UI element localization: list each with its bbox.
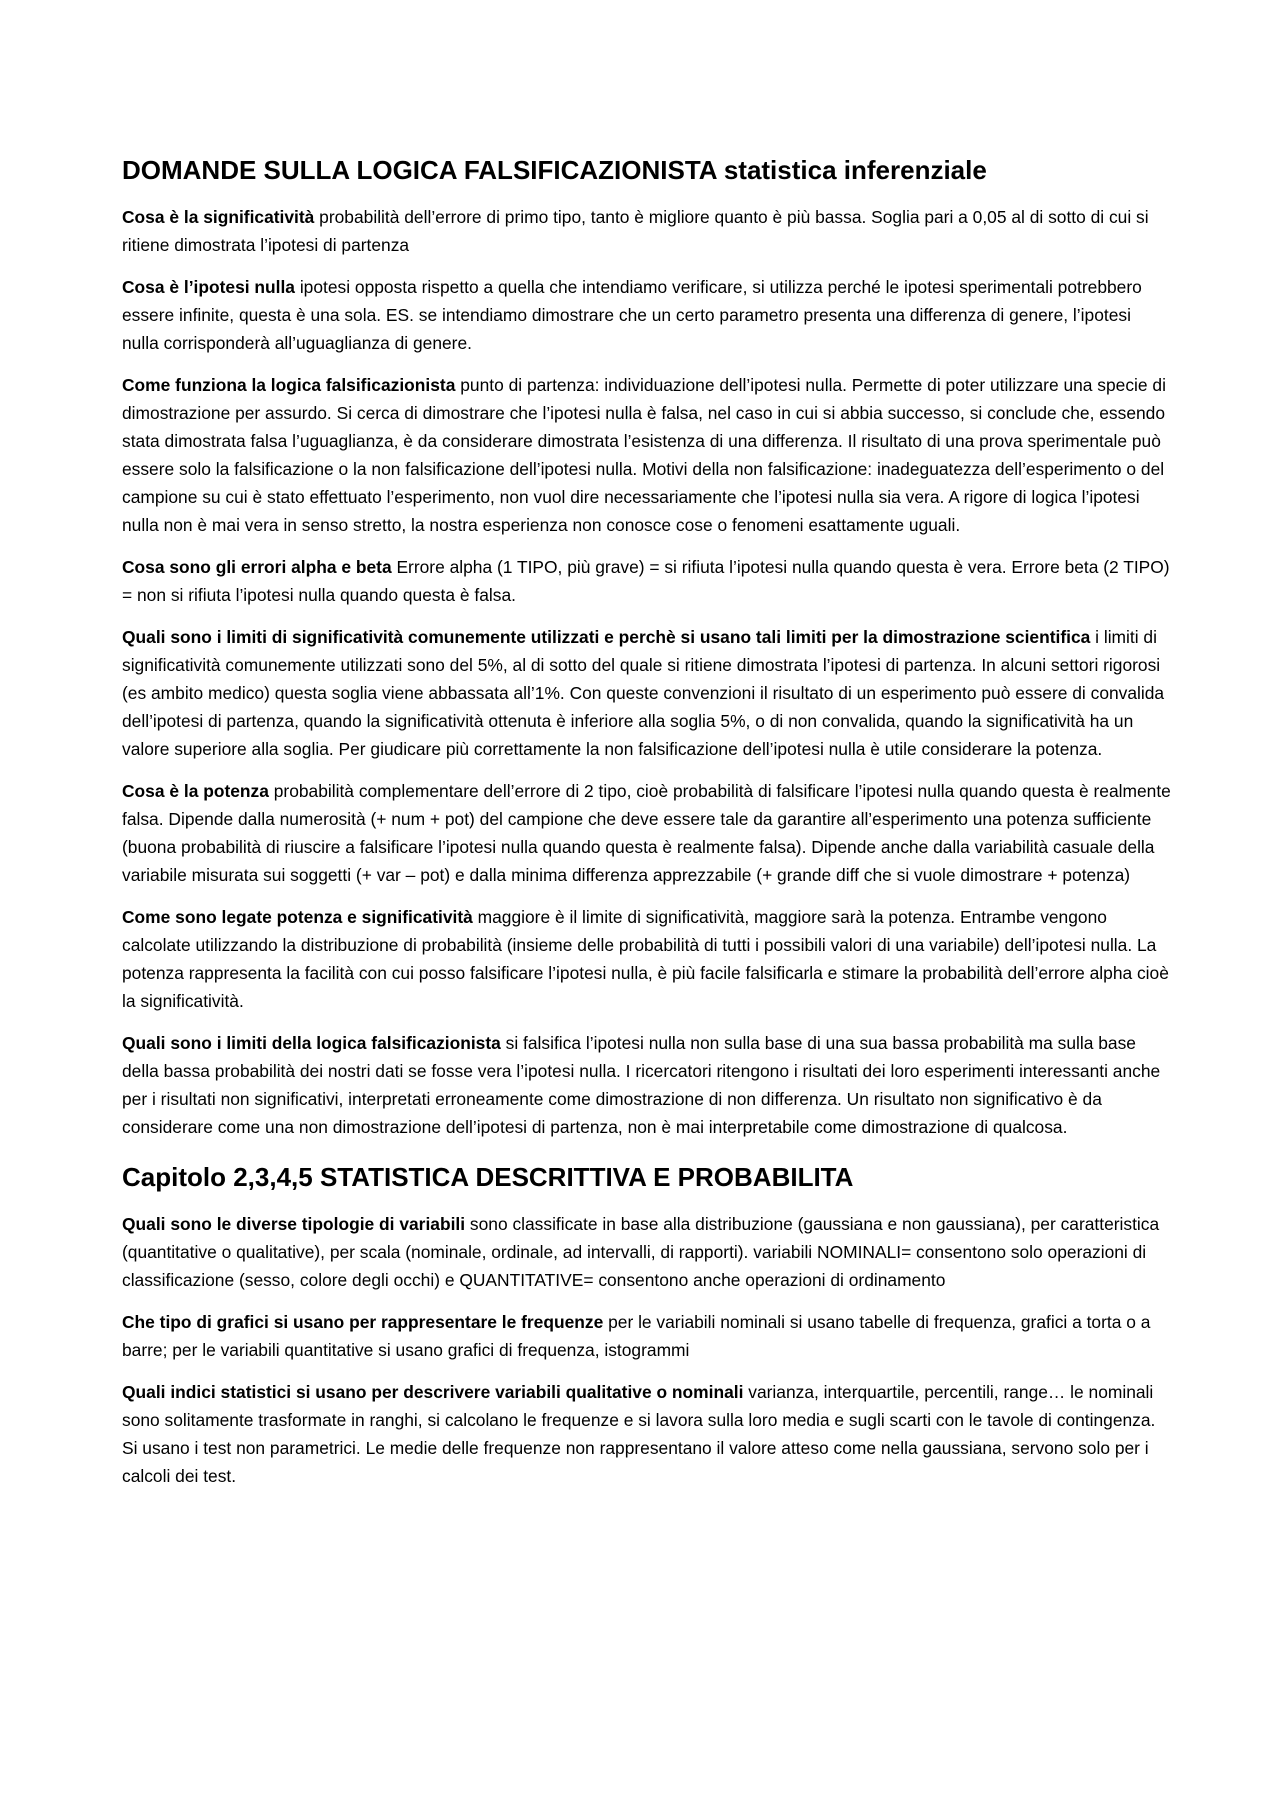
qa-ipotesi-nulla <box>122 273 1172 357</box>
answer-text: punto di partenza: individuazione dell’ipotesi nulla. Permette di poter utilizzare una specie di dimostrazione per assurdo. Si cerca di dimostrare che l’ipotesi nulla è falsa, nel caso in cui si abbia successo, si conclude che, essendo stata dimostrata falsa l’uguaglianza, è da considerare dimostrata l’esistenza di una differenza. Il risultato di una prova sperimentale può essere solo la falsificazione o la non falsificazione dell’ipotesi nulla. Motivi della non falsificazione: inadeguatezza dell’esperimento o del campione su cui è stato effettuato l’esperimento, non vuol dire necessariamente che l’ipotesi nulla sia vera. A rigore di logica l’ipotesi nulla non è mai vera in senso stretto, la nostra esperienza non conosce cose o fenomeni esattamente uguali. <box>122 375 1166 535</box>
answer-text: Errore alpha (1 TIPO, più grave) = si rifiuta l’ipotesi nulla quando questa è vera. Errore beta (2 TIPO) = non si rifiuta l’ipotesi nulla quando questa è falsa. <box>122 557 1170 605</box>
answer-text: sono classificate in base alla distribuzione (gaussiana e non gaussiana), per caratteristica (quantitative o qualitative), per scala (nominale, ordinale, ad intervalli, di rapporti). variabili NOMINALI= consentono solo operazioni di classificazione (sesso, colore degli occhi) e QUANTITATIVE= consentono anche operazioni di ordinamento <box>122 1214 1160 1290</box>
section-title-falsificazionista: DOMANDE SULLA LOGICA FALSIFICAZIONISTA statistica inferenziale <box>122 155 987 185</box>
qa-indici-statistici <box>122 1378 1172 1490</box>
qa-limiti-significativita <box>122 623 1172 763</box>
answer-text: varianza, interquartile, percentili, range… le nominali sono solitamente trasformate in ranghi, si calcolano le frequenze e si lavora sulla loro media e sugli scarti con le tavole di contingenza. Si usano i test non parametrici. Le medie delle frequenze non rappresentano il valore atteso come nella gaussiana, servono solo per i calcoli dei test. <box>122 1382 1156 1486</box>
qa-tipologie-variabili <box>122 1210 1172 1294</box>
qa-potenza-significativita <box>122 903 1172 1015</box>
qa-limiti-logica <box>122 1029 1172 1141</box>
question-label: Che tipo di grafici si usano per rappresentare le frequenze <box>122 1312 604 1332</box>
question-label: Come sono legate potenza e significatività <box>122 907 473 927</box>
document-page <box>122 152 1172 1504</box>
qa-grafici-frequenze <box>122 1308 1172 1364</box>
section-title-statistica-descrittiva: Capitolo 2,3,4,5 STATISTICA DESCRITTIVA E PROBABILITA <box>122 1162 854 1192</box>
question-label: Cosa è l’ipotesi nulla <box>122 277 295 297</box>
answer-text: per le variabili nominali si usano tabelle di frequenza, grafici a torta o a barre; per le variabili quantitative si usano grafici di frequenza, istogrammi <box>122 1312 1151 1360</box>
question-label: Quali sono i limiti di significatività comunemente utilizzati e perchè si usano tali limiti per la dimostrazione scientifica <box>122 627 1091 647</box>
question-label: Quali sono le diverse tipologie di variabili <box>122 1214 466 1234</box>
qa-potenza <box>122 777 1172 889</box>
answer-text: i limiti di significatività comunemente utilizzati sono del 5%, al di sotto del quale si ritiene dimostrata l’ipotesi di partenza. In alcuni settori rigorosi (es ambito medico) questa soglia viene abbassata all’1%. Con queste convenzioni il risultato di un esperimento può essere di convalida dell’ipotesi di partenza, quando la significatività ottenuta è inferiore alla soglia 5%, o di non convalida, quando la significatività ha un valore superiore alla soglia. Per giudicare più correttamente la non falsificazione dell’ipotesi nulla è utile considerare la potenza. <box>122 627 1165 759</box>
question-label: Cosa sono gli errori alpha e beta <box>122 557 392 577</box>
answer-text: si falsifica l’ipotesi nulla non sulla base di una sua bassa probabilità ma sulla base della bassa probabilità dei nostri dati se fosse vera l’ipotesi nulla. I ricercatori ritengono i risultati dei loro esperimenti interessanti anche per i risultati non significativi, interpretati erroneamente come dimostrazione di non differenza. Un risultato non significativo è da considerare come una non dimostrazione dell’ipotesi di partenza, non è mai interpretabile come dimostrazione di qualcosa. <box>122 1033 1161 1137</box>
question-label: Quali indici statistici si usano per descrivere variabili qualitative o nominali <box>122 1382 744 1402</box>
question-label: Quali sono i limiti della logica falsificazionista <box>122 1033 501 1053</box>
qa-logica-falsificazionista <box>122 371 1172 539</box>
qa-significativita <box>122 203 1172 259</box>
answer-text: probabilità complementare dell’errore di 2 tipo, cioè probabilità di falsificare l’ipotesi nulla quando questa è realmente falsa. Dipende dalla numerosità (+ num + pot) del campione che deve essere tale da garantire all’esperimento una potenza sufficiente (buona probabilità di riuscire a falsificare l’ipotesi nulla quando questa è realmente falsa). Dipende anche dalla variabilità casuale della variabile misurata sui soggetti (+ var – pot) e dalla minima differenza apprezzabile (+ grande diff che si vuole dimostrare + potenza) <box>122 781 1171 885</box>
answer-text: probabilità dell’errore di primo tipo, tanto è migliore quanto è più bassa. Soglia pari a 0,05 al di sotto di cui si ritiene dimostrata l’ipotesi di partenza <box>122 207 1149 255</box>
question-label: Cosa è la significatività <box>122 207 315 227</box>
question-label: Cosa è la potenza <box>122 781 269 801</box>
qa-errori-alpha-beta <box>122 553 1172 609</box>
question-label: Come funziona la logica falsificazionista <box>122 375 456 395</box>
answer-text: maggiore è il limite di significatività, maggiore sarà la potenza. Entrambe vengono calcolate utilizzando la distribuzione di probabilità (insieme delle probabilità di tutti i possibili valori di una variabile) dell’ipotesi nulla. La potenza rappresenta la facilità con cui posso falsificare l’ipotesi nulla, è più facile falsificarla e stimare la probabilità dell’errore alpha cioè la significatività. <box>122 907 1169 1011</box>
answer-text: ipotesi opposta rispetto a quella che intendiamo verificare, si utilizza perché le ipotesi sperimentali potrebbero essere infinite, questa è una sola. ES. se intendiamo dimostrare che un certo parametro presenta una differenza di genere, l’ipotesi nulla corrisponderà all’uguaglianza di genere. <box>122 277 1142 353</box>
